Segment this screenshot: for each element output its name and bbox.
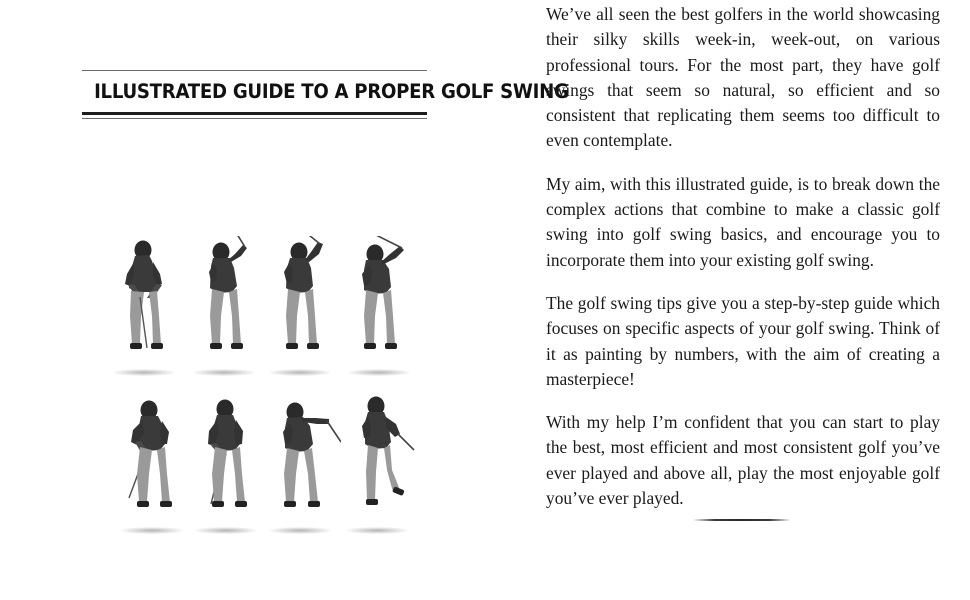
golfer-icon (342, 236, 420, 373)
figure-shadow (193, 369, 255, 376)
title-rule-thin (82, 118, 427, 119)
figure-shadow (346, 527, 408, 534)
illustration-row-bottom (95, 386, 425, 534)
figure-shadow (195, 527, 257, 534)
paragraph-1: We’ve all seen the best golfers in the world showcasing their silky skills week-in, week-out, on various professional tours. For the most part, they have golf swings that seem so natural, so efficient and so consistent that replicating them seems too difficult to even contemplate. (546, 4, 940, 151)
paragraph-4: With my help I’m confident that you can start to play the best, most efficient and most consistent golf you’ve ever played and above all, play the most enjoyable golf you’ve ever played. (546, 412, 940, 509)
figure-shadow (121, 527, 183, 534)
figure-shadow (348, 369, 410, 376)
section-end-rule (693, 519, 791, 521)
page-title: ILLUSTRATED GUIDE TO A PROPER GOLF SWING (94, 80, 569, 103)
illustration-row-top (95, 228, 425, 376)
figure-address-setup (107, 236, 185, 376)
golfer-icon (187, 236, 265, 373)
golf-swing-sequence-illustration (95, 228, 425, 528)
paragraph-2: My aim, with this illustrated guide, is to break down the complex actions that combine to make a classic golf swing into golf swing basics, and encourage you to incorporate them into your existing golf swing. (546, 173, 940, 270)
body-text (546, 2, 940, 511)
paragraph-3: The golf swing tips give you a step-by-step guide which focuses on specific aspects of your golf swing. Think of it as painting by numbers, with the aim of creating a masterpiece! (546, 292, 940, 389)
golfer-icon (340, 394, 418, 531)
golfer-icon (115, 394, 193, 531)
title-rule-thick (82, 112, 427, 115)
golfer-icon (263, 394, 341, 531)
golfer-icon (263, 236, 341, 373)
figure-follow-through (263, 394, 341, 534)
figure-shadow (269, 527, 331, 534)
figure-impact (189, 394, 267, 534)
figure-shadow (113, 369, 175, 376)
figure-downswing-transition (115, 394, 193, 534)
figure-top-of-backswing (342, 236, 420, 376)
golfer-icon (189, 394, 267, 531)
right-column (500, 0, 970, 600)
figure-takeaway (187, 236, 265, 376)
golfer-icon (107, 236, 185, 373)
figure-backswing-halfway (263, 236, 341, 376)
title-block (82, 70, 569, 119)
figure-finish-pose (340, 394, 418, 534)
figure-shadow (269, 369, 331, 376)
